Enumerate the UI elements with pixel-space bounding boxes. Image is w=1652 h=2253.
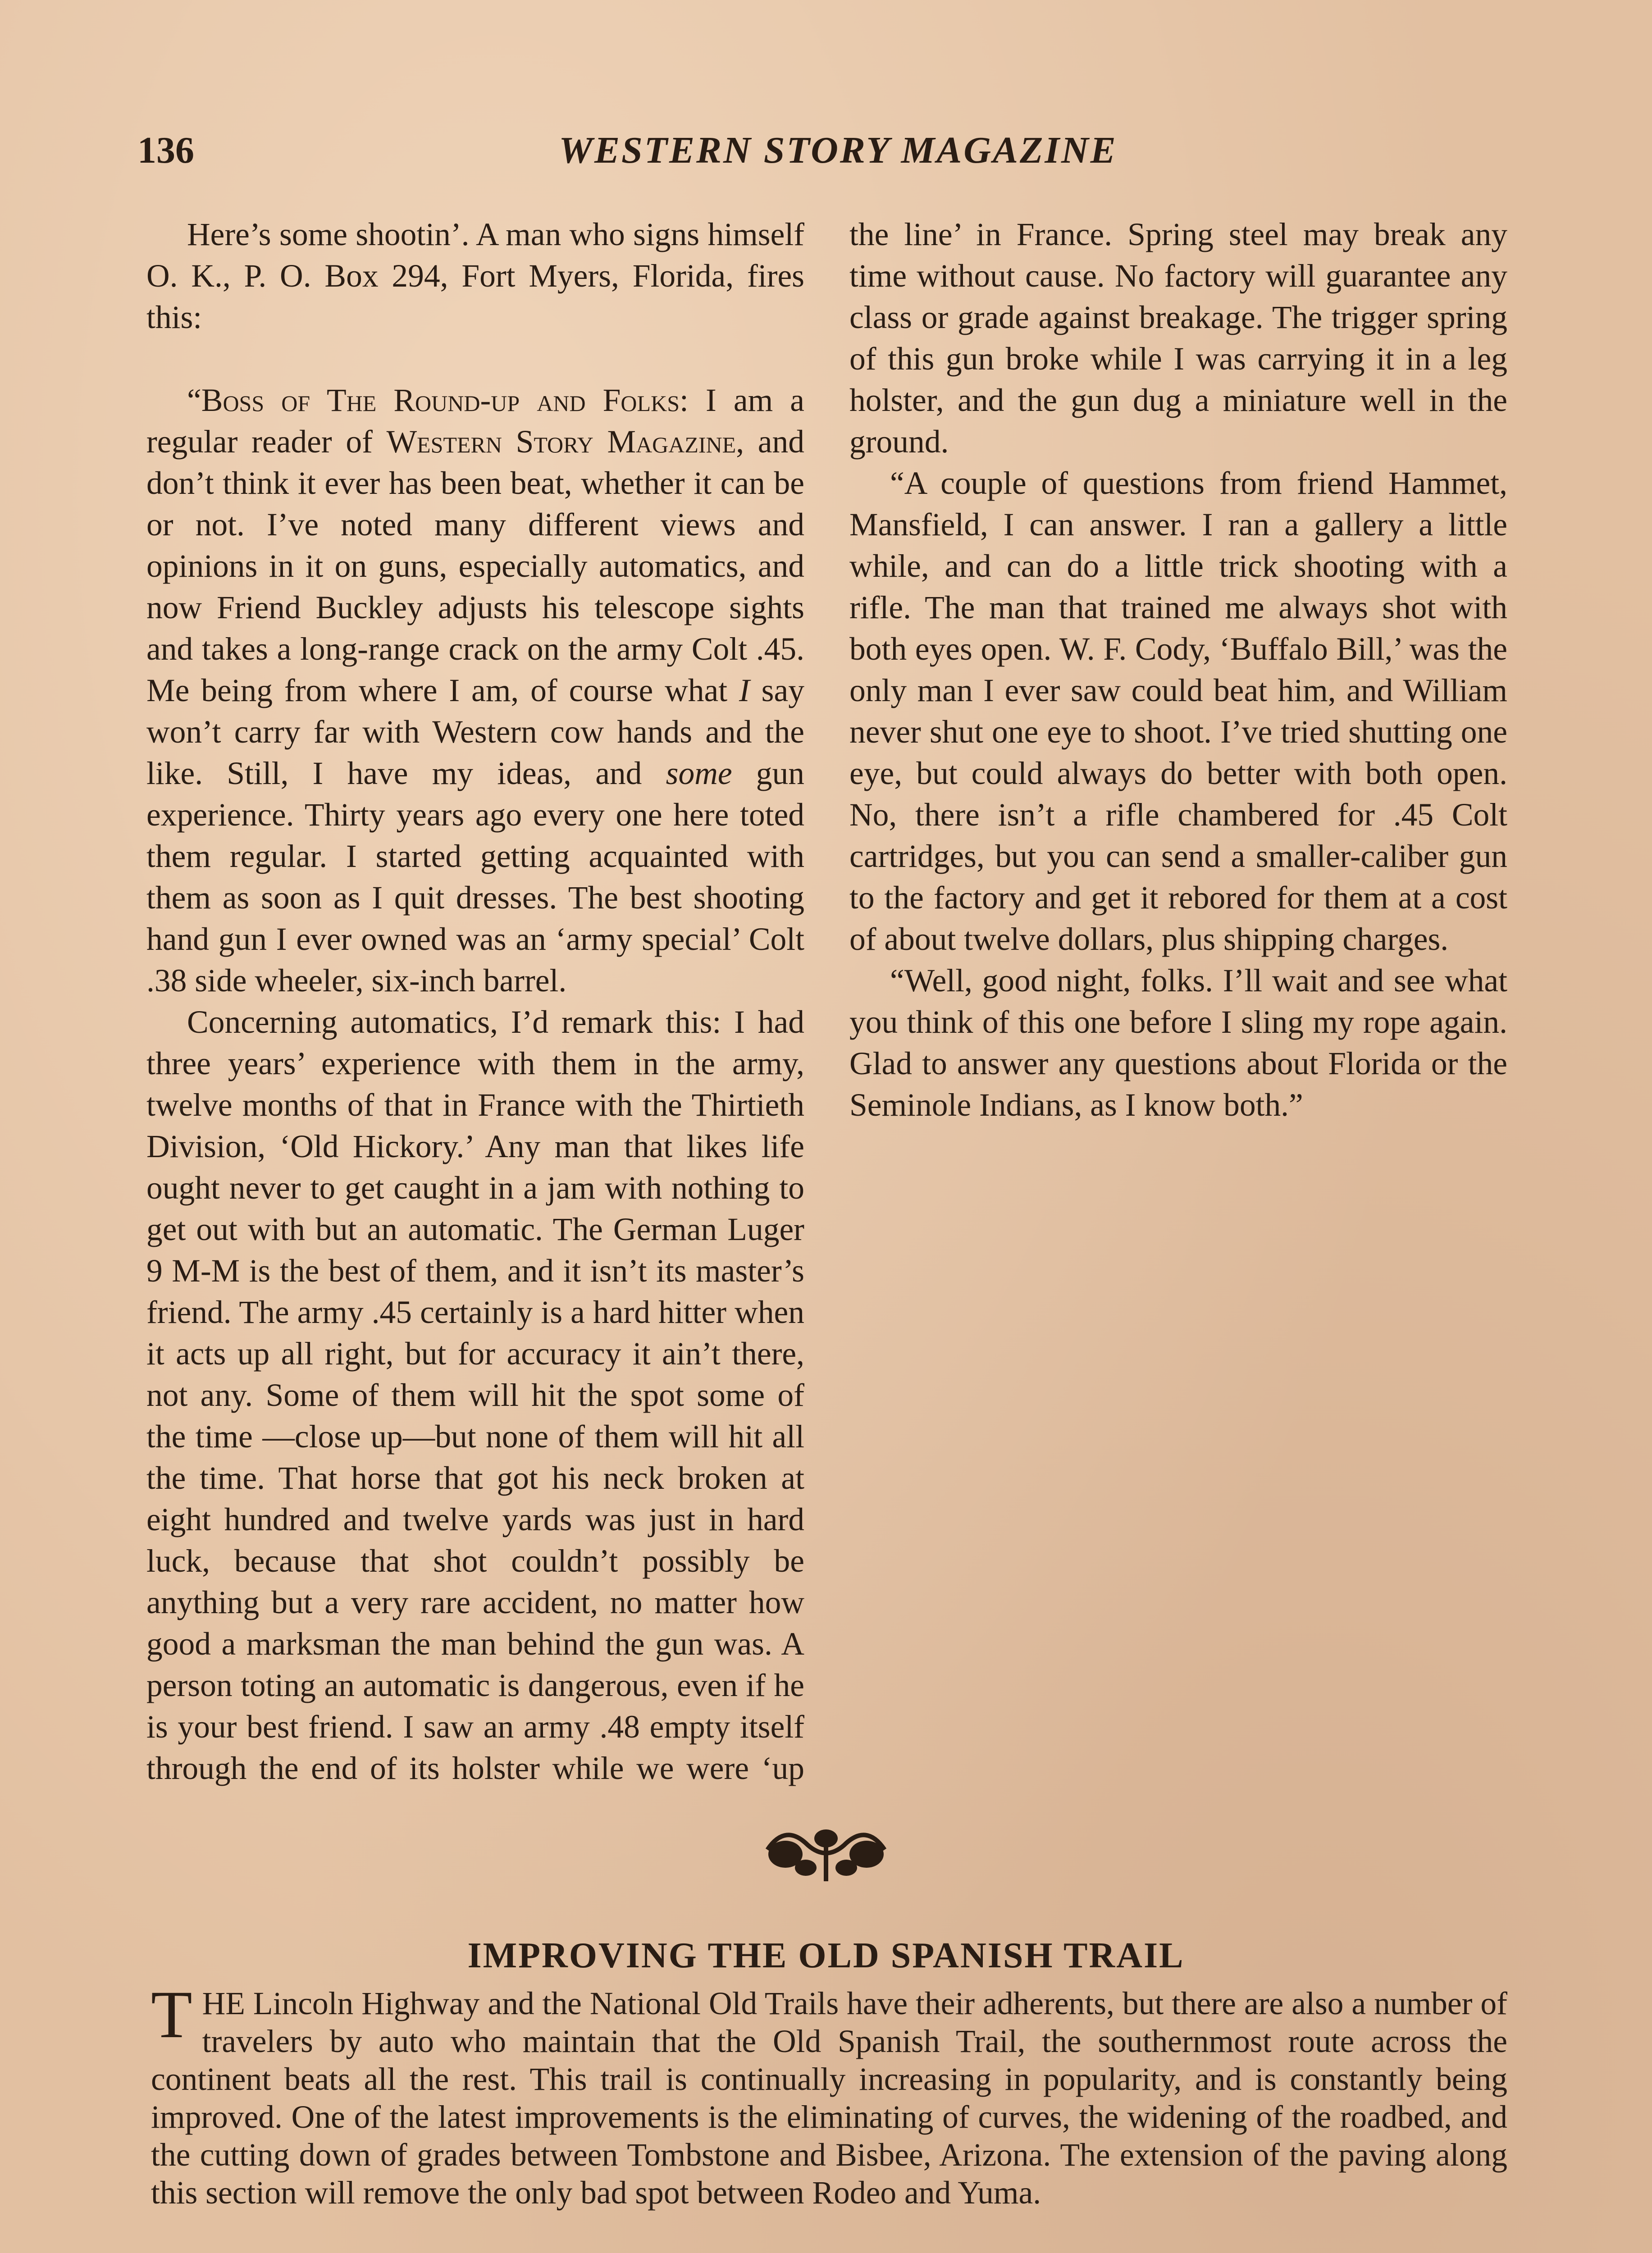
running-title: WESTERN STORY MAGAZINE [559, 129, 1118, 171]
text-column-left [146, 214, 804, 1789]
text-segment: say won’t carry far with Western cow hands and the like. Still, I have my ideas, and [146, 673, 804, 791]
letter-paragraph-4: “Well, good night, folks. I’ll wait and see what you think of this one before I sling my rope again. Glad to answer any questions about Florida or the Seminole Indians, as I know both.” [849, 963, 1507, 1123]
letter-intro-text: Here’s some shootin’. A man who signs himself O. K., P. O. Box 294, Fort Myers, Florida, fires this: [146, 217, 804, 335]
article-text: HE Lincoln Highway and the National Old Trails have their adherents, but there are also a number of travelers by auto who maintain that the Old Spanish Trail, the southernmost route across the continent beats all the rest. This trail is continually increasing in popularity, and is constantly being improved. One of the latest improvements is the eliminating of curves, the widening of the roadbed, and the cutting down of grades between Tombstone and Bisbee, Arizona. The extension of the paving along this section will remove the only bad spot between Rodeo and Yuma. [151, 1986, 1507, 2211]
letter-intro [146, 214, 804, 338]
text-segment: gun experience. Thirty years ago every one here toted them regular. I started getting acquainted with them as soon as I quit dresses. The best shooting hand gun I ever owned was an ‘army special’ Colt .38 side wheeler, six-inch barrel. [146, 756, 805, 999]
magazine-name: Western Story Magazine [386, 424, 736, 460]
floral-ornament-icon [758, 1818, 894, 1886]
text-segment: : I am a regular reader of [146, 383, 805, 460]
italic-word: some [666, 756, 732, 791]
open-quote: “ [187, 383, 201, 418]
letter-paragraph-2: Concerning automatics, I’d remark this: I had three years’ experience with them in the army, twelve months of that in France with the Thirtieth Division, ‘Old Hickory.’ Any man that likes life ought never to get caught in a jam with nothing to get out with but an automatic. The German Luger 9 M-M is the best of them, and it isn’t its master’s friend. The army .45 certainly is a hard hitter when it acts up all right, but for accuracy it ain’t there, not any. Some of them will hit the spot some of the time —close up—but none of them will hit all the time. That horse that got his neck broken at eight hundred and twelve yards was just in hard luck, because that shot couldn’t possibly be anything but a very rare accident, no matter how good a marksman the man behind the gun was. A person toting an automatic is dangerous, even if he is your best friend. I saw an army .48 empty itself through the end of its holster while we were ‘up [146, 1004, 804, 1786]
salutation: Boss of The Round-up and Folks [201, 383, 680, 418]
letter-paragraph-1 [146, 380, 804, 1002]
letter-paragraph-3: “A couple of questions from friend Hammet, Mansfield, I can answer. I ran a gallery a little while, and can do a little trick shooting with a rifle. The man that trained me always shot with both eyes open. W. F. Cody, ‘Buffalo Bill,’ was the only man I ever saw could beat him, and William never shut one eye to shoot. I’ve tried shutting one eye, but could always do better with both open. No, there isn’t a rifle chambered for .45 Colt cartridges, but you can send a smaller-caliber gun to the factory and get it rebored for them at a cost of about twelve dollars, plus shipping charges. [849, 465, 1507, 957]
article-body [151, 1977, 1507, 2212]
article-title: IMPROVING THE OLD SPANISH TRAIL [467, 1936, 1185, 1975]
italic-word: I [739, 673, 750, 708]
text-column-right [849, 214, 1507, 1126]
text-segment: , and don’t think it ever has been beat, whether it can be or not. I’ve noted many different views and opinions in it on guns, especially automatics, and now Friend Buckley adjusts his telescope sights and takes a long-range crack on the army Colt .45. Me being from where I am, of course what [146, 424, 804, 708]
letter-paragraph-2-continued: the line’ in France. Spring steel may break any time without cause. No factory will guarantee any class or grade against breakage. The trigger spring of this gun broke while I was carrying it in a leg holster, and the gun dug a miniature well in the ground. [849, 217, 1507, 460]
page-number: 136 [137, 129, 194, 171]
drop-cap: T [151, 1977, 192, 2052]
